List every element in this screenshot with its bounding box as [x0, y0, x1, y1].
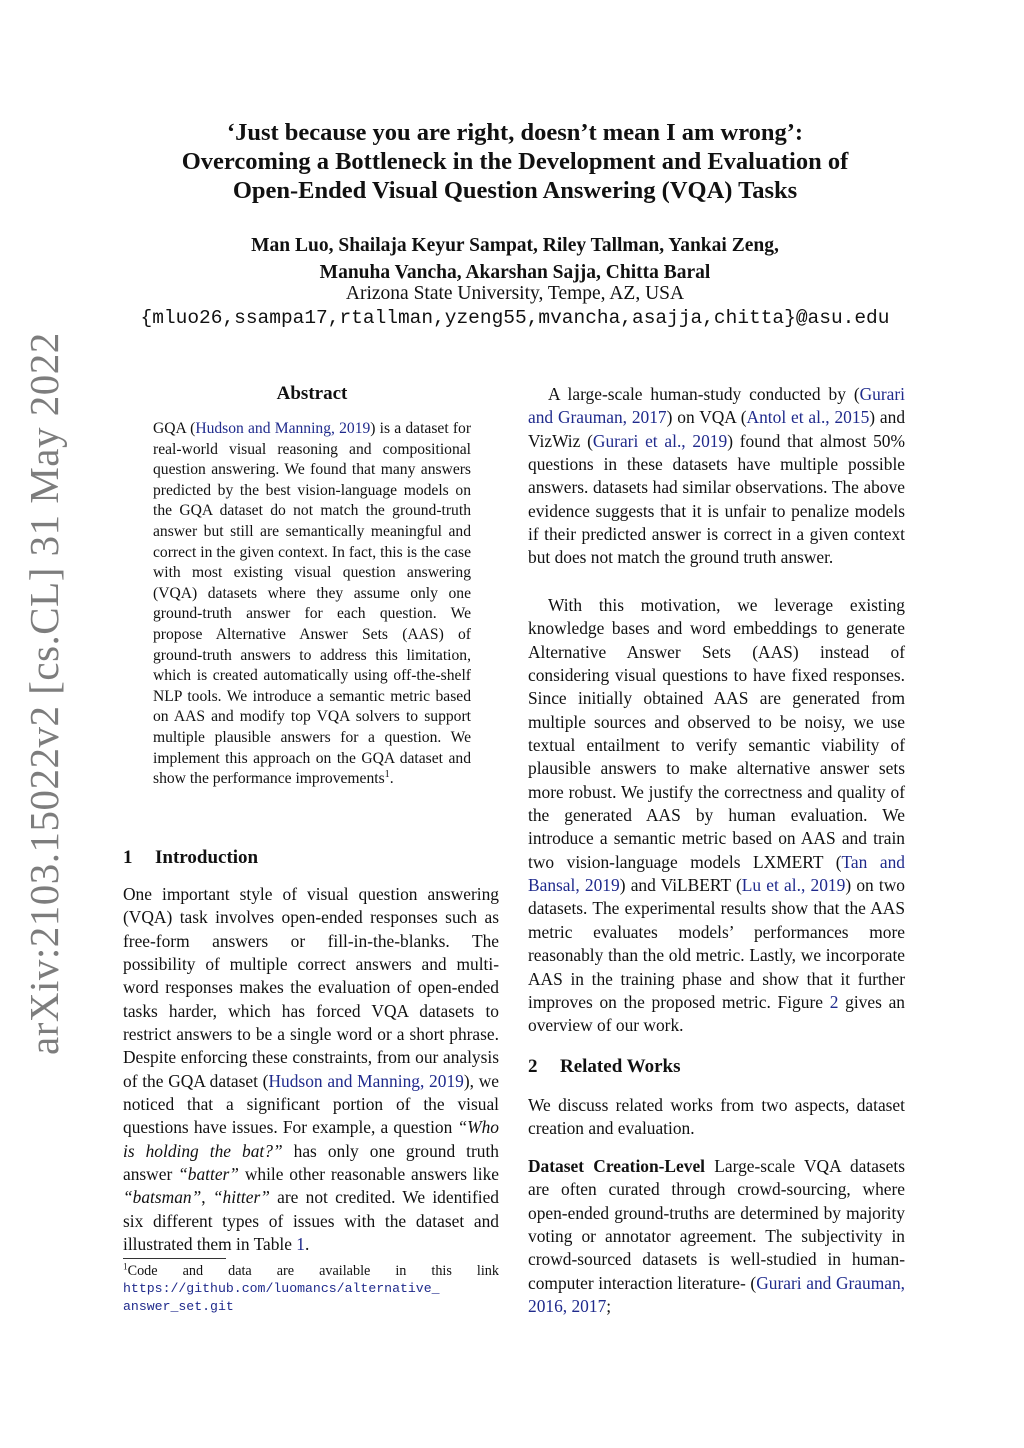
abstract-heading: Abstract	[276, 383, 348, 404]
intro-paragraph-2: A large-scale human-study conducted by (Gurari and Grauman, 2017) on VQA (Antol et al., 2015) and VizWiz (Gurari et al., 2019) found that almost 50% questions in these datasets have multiple possible answers. datasets had similar observations. The above evidence suggests that it is unfair to penalize models if their predicted answer is correct in a given context but does not match the ground truth answer.	[528, 384, 906, 568]
subsection-heading-dataset-creation: Dataset Creation-Level	[528, 1156, 705, 1176]
citation-link[interactable]: 2017	[571, 1296, 607, 1317]
citation-link[interactable]: Gurari and Grauman, 2016	[528, 1272, 905, 1317]
author-list	[120, 232, 910, 286]
authors-line-1: Man Luo, Shailaja Keyur Sampat, Riley Tallman, Yankai Zeng,	[251, 235, 779, 256]
footnote-divider	[123, 1258, 226, 1259]
citation-link[interactable]: Hudson and Manning, 2019	[268, 1070, 464, 1091]
arxiv-identifier-stamp: arXiv:2103.15022v2 [cs.CL] 31 May 2022	[21, 332, 67, 1055]
citation-link[interactable]: Tan and Bansal, 2019	[528, 851, 905, 896]
title-line-2: Overcoming a Bottleneck in the Development and Evaluation of	[181, 148, 849, 175]
footnote-marker[interactable]: 1	[384, 768, 390, 780]
figure-reference-link[interactable]: 2	[829, 991, 839, 1012]
repository-link-continued[interactable]: answer_set.git	[123, 1299, 234, 1314]
related-paragraph-2: Dataset Creation-Level Large-scale VQA datasets are often curated through crowd-sourcing, where open-ended ground-truths are determined by majority voting or annotator agreement. The subjectivity in crowd-sourced datasets is well-studied in human-computer interaction literature- (Gurari and Grauman, 2016, 2017;	[528, 1156, 905, 1317]
footnote: $^1$Code and data are available in this link https://github.com/luomancs/alternative_ answer_set.git	[123, 1261, 499, 1314]
intro-paragraph-1: One important style of visual question answering (VQA) task involves open-ended responses such as free-form answers or fill-in-the-blanks. The possibility of multiple correct answers and multi-word responses makes the evaluation of open-ended tasks harder, which has forced VQA datasets to restrict answers to be a single word or a short phrase. Despite enforcing these constraints, from our analysis of the GQA dataset (Hudson and Manning, 2019), we noticed that a significant portion of the visual questions have issues. For example, a question “Who is holding the bat?” has only one ground truth answer “batter” while other reasonable answers like “batsman”, “hitter” are not credited. We identified six different types of issues with the dataset and illustrated them in Table 1.	[123, 884, 500, 1255]
abstract-body: GQA (Hudson and Manning, 2019) is a dataset for real-world visual reasoning and compositional question answering. We found that many answers predicted by the best vision-language models on the GQA dataset do not match the ground-truth answer but still are semantically meaningful and correct in the given context. In fact, this is the case with most existing visual question answering (VQA) datasets where they assume only one ground-truth answer for each question. We propose Alternative Answer Sets (AAS) of ground-truth answers to address this limitation, which is created automatically using off-the-shelf NLP tools. We introduce a semantic metric based on AAS and modify top VQA solvers to support multiple plausible answers for a question. We implement this approach on the GQA dataset and show the performance improvements$^1$.	[153, 420, 472, 788]
affiliation: Arizona State University, Tempe, AZ, USA	[345, 283, 685, 304]
paper-title	[120, 118, 910, 205]
citation-link[interactable]: Antol et al., 2015	[746, 407, 870, 428]
section-heading-related-works: 2 Related Works	[528, 1056, 681, 1077]
related-paragraph-1: We discuss related works from two aspects, dataset creation and evaluation.	[528, 1095, 905, 1139]
repository-link[interactable]: https://github.com/luomancs/alternative_	[123, 1281, 440, 1296]
table-reference-link[interactable]: 1	[296, 1234, 305, 1255]
citation-link[interactable]: Gurari et al., 2019	[592, 430, 728, 451]
citation-link[interactable]: Gurari and Grauman, 2017	[528, 384, 905, 428]
intro-paragraph-3: With this motivation, we leverage existing knowledge bases and word embeddings to generate Alternative Answer Sets (AAS) instead of considering visual questions to have fixed responses. Since initially obtained AAS are generated from multiple sources and observed to be noisy, we use textual entailment to verify semantic viability of plausible answers to make alternative answer sets more robust. We justify the correctness and quality of the generated AAS by human evaluation. We introduce a semantic metric based on AAS and train two vision-language models LXMERT (Tan and Bansal, 2019) and ViLBERT (Lu et al., 2019) on two datasets. The experimental results show that the AAS metric evaluates models’ performances more reasonably than the old metric. Lastly, we incorporate AAS in the training phase and show that it further improves on the proposed metric. Figure 2 gives an overview of our work.	[528, 595, 906, 1036]
authors-line-2: Manuha Vancha, Akarshan Sajja, Chitta Baral	[319, 262, 711, 283]
section-heading-introduction: 1 Introduction	[123, 847, 259, 868]
citation-link[interactable]: Hudson and Manning, 2019	[195, 420, 371, 437]
title-line-1: ‘Just because you are right, doesn’t mean I am wrong’:	[226, 119, 804, 146]
citation-link[interactable]: Lu et al., 2019	[741, 875, 846, 896]
title-line-3: Open-Ended Visual Question Answering (VQA) Tasks	[232, 177, 798, 204]
author-emails: {mluo26,ssampa17,rtallman,yzeng55,mvancha,asajja,chitta}@asu.edu	[140, 307, 890, 329]
